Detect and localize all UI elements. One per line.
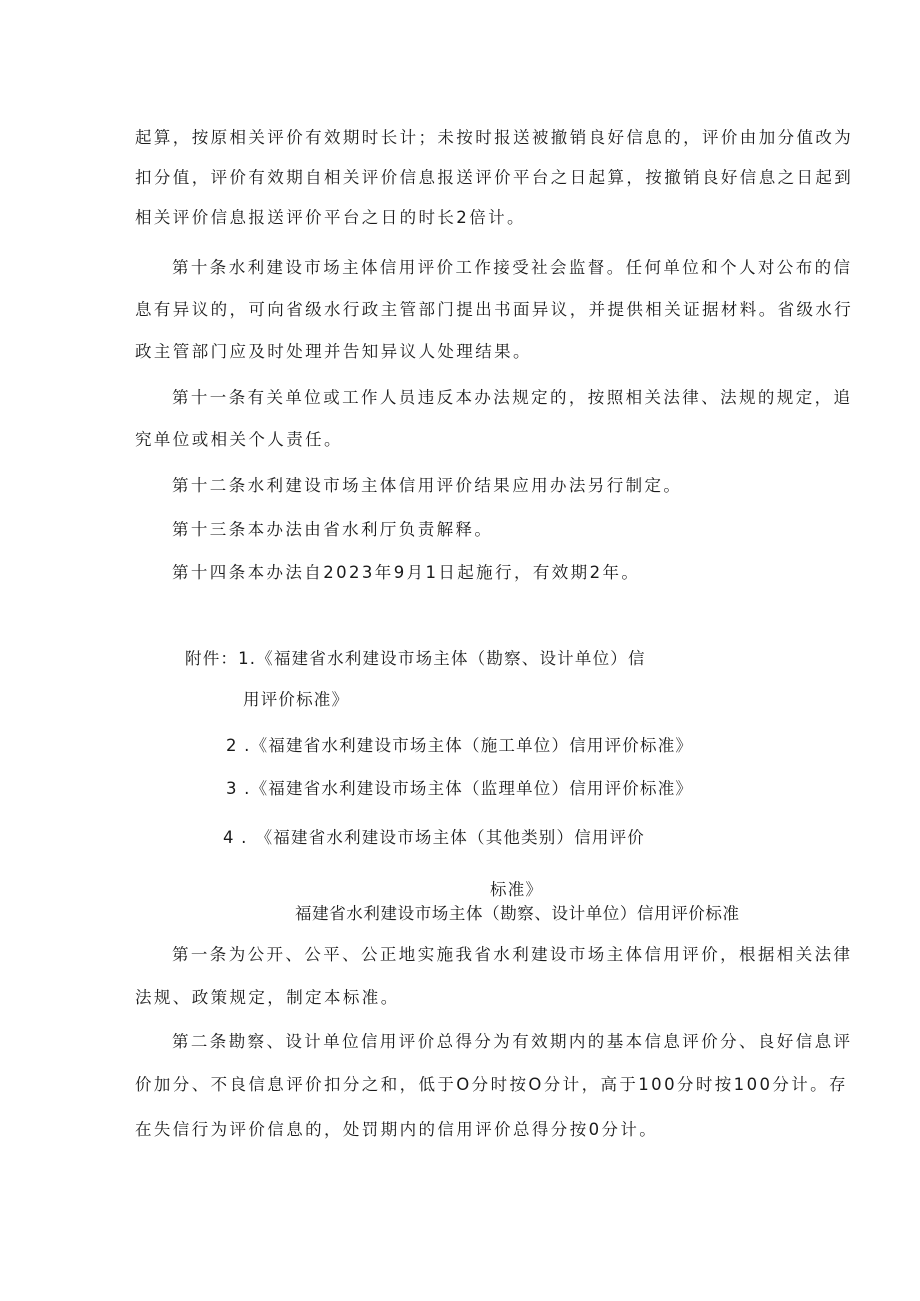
paragraph-line: 扣分值，评价有效期自相关评价信息报送评价平台之日起算，按撤销良好信息之日起到: [135, 168, 854, 187]
attachment-number: 3 .: [226, 779, 251, 798]
article-10-line: 息有异议的，可向省级水行政主管部门提出书面异议，并提供相关证据材料。省级水行: [135, 300, 854, 319]
article-10-line: 政主管部门应及时处理并告知异议人处理结果。: [135, 342, 532, 361]
attachment-number: 1.: [238, 649, 257, 668]
attachment-title: 《福建省水利建设市场主体（监理单位）信用评价标准》: [250, 779, 694, 798]
attachment-title: 《福建省水利建设市场主体（勘察、设计单位）信: [256, 649, 646, 668]
standard-article-1-line: 法规、政策规定，制定本标准。: [135, 988, 400, 1007]
attachment-item-1: [185, 649, 646, 669]
article-14: 第十四条本办法自2023年9月1日起施行，有效期2年。: [172, 563, 641, 582]
standard-article-2-line: 在失信行为评价信息的，处罚期内的信用评价总得分按0分计。: [135, 1120, 659, 1139]
attachments-label: 附件：: [185, 649, 239, 668]
paragraph-line: 相关评价信息报送评价平台之日的时长2倍计。: [135, 208, 526, 227]
attachment-item-4: [223, 828, 645, 848]
article-11-line: 第十一条有关单位或工作人员违反本办法规定的，按照相关法律、法规的规定，追: [172, 388, 853, 407]
standard-title: 福建省水利建设市场主体（勘察、设计单位）信用评价标准: [295, 904, 740, 923]
article-11-line: 究单位或相关个人责任。: [135, 430, 343, 449]
standard-article-1-line: 第一条为公开、公平、公正地实施我省水利建设市场主体信用评价，根据相关法律: [172, 945, 853, 964]
attachment-number: 4 .: [223, 828, 248, 847]
attachment-item-2: [226, 736, 693, 756]
standard-article-2-line: 第二条勘察、设计单位信用评价总得分为有效期内的基本信息评价分、良好信息评: [172, 1032, 853, 1051]
paragraph-line: 起算，按原相关评价有效期时长计；未按时报送被撤销良好信息的，评价由加分值改为: [135, 128, 854, 147]
article-13: 第十三条本办法由省水利厅负责解释。: [172, 520, 494, 539]
attachment-title: 《福建省水利建设市场主体（施工单位）信用评价标准》: [250, 736, 694, 755]
attachment-item-1-continued: 用评价标准》: [243, 690, 350, 709]
standard-article-2-line: 价加分、不良信息评价扣分之和，低于O分时按O分计，高于100分时按100分计。存: [135, 1075, 848, 1094]
article-12: 第十二条水利建设市场主体信用评价结果应用办法另行制定。: [172, 476, 683, 495]
attachment-title: 《福建省水利建设市场主体（其他类别）信用评价: [255, 828, 645, 847]
attachment-item-3: [226, 779, 693, 799]
attachment-item-4-continued: 标准》: [490, 880, 544, 899]
article-10-line: 第十条水利建设市场主体信用评价工作接受社会监督。任何单位和个人对公布的信: [172, 258, 853, 277]
attachment-number: 2 .: [226, 736, 251, 755]
